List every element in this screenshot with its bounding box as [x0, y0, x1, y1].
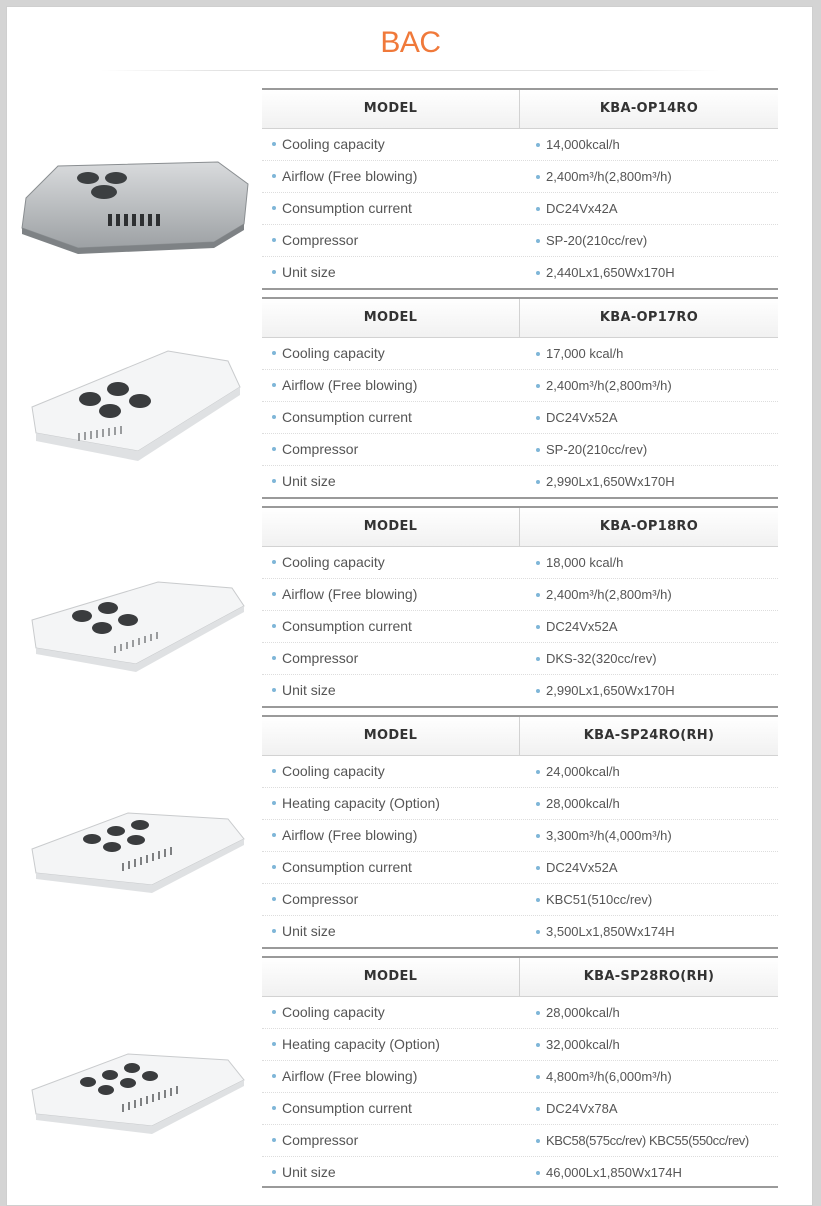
spec-label: Unit size: [282, 923, 336, 939]
spec-value: 3,300m³/h(4,000m³/h): [546, 828, 672, 843]
spec-label: Cooling capacity: [282, 345, 385, 361]
bullet-icon: [536, 625, 540, 629]
spec-row: [262, 643, 778, 675]
spec-value: 2,990Lx1,650Wx170H: [546, 474, 675, 489]
bullet-icon: [536, 930, 540, 934]
spec-label: Airflow (Free blowing): [282, 586, 418, 602]
model-name: KBA-SP24RO(RH): [583, 728, 715, 743]
bullet-icon: [536, 352, 540, 356]
spec-value: DKS-32(320cc/rev): [546, 651, 657, 666]
spec-label: Heating capacity (Option): [282, 1036, 440, 1052]
air-conditioner-unit-image: [18, 158, 254, 254]
air-conditioner-unit-image: [18, 805, 254, 895]
bullet-icon: [536, 480, 540, 484]
spec-row: [262, 611, 778, 643]
spec-label: Airflow (Free blowing): [282, 827, 418, 843]
spec-row: [262, 675, 778, 706]
spec-label: Compressor: [282, 891, 359, 907]
spec-row: [262, 257, 778, 288]
bullet-icon: [536, 770, 540, 774]
spec-label: Compressor: [282, 650, 359, 666]
spec-row: [262, 852, 778, 884]
spec-row: [262, 547, 778, 579]
spec-label: Compressor: [282, 1132, 359, 1148]
spec-row: [262, 1029, 778, 1061]
bullet-icon: [272, 174, 276, 178]
spec-value: 4,800m³/h(6,000m³/h): [546, 1069, 672, 1084]
spec-row: [262, 820, 778, 852]
bullet-icon: [272, 415, 276, 419]
bullet-icon: [272, 383, 276, 387]
spec-row: [262, 193, 778, 225]
spec-label: Unit size: [282, 682, 336, 698]
spec-label: Compressor: [282, 441, 359, 457]
spec-label: Consumption current: [282, 618, 412, 634]
spec-row: [262, 788, 778, 820]
spec-row: [262, 434, 778, 466]
bullet-icon: [536, 175, 540, 179]
spec-value: 2,990Lx1,650Wx170H: [546, 683, 675, 698]
bullet-icon: [272, 351, 276, 355]
model-name: KBA-SP28RO(RH): [583, 969, 715, 984]
air-conditioner-unit-image: [18, 1046, 254, 1136]
model-header-label: MODEL: [262, 717, 520, 755]
bullet-icon: [536, 593, 540, 597]
bullet-icon: [536, 271, 540, 275]
bullet-icon: [272, 865, 276, 869]
spec-table-header: [262, 299, 778, 338]
spec-label: Heating capacity (Option): [282, 795, 440, 811]
bullet-icon: [272, 479, 276, 483]
bullet-icon: [272, 206, 276, 210]
spec-value: 46,000Lx1,850Wx174H: [546, 1165, 682, 1180]
bullet-icon: [536, 657, 540, 661]
spec-value: 24,000kcal/h: [546, 764, 620, 779]
spec-table: [262, 88, 778, 290]
bullet-icon: [536, 1011, 540, 1015]
spec-value: KBC58(575cc/rev) KBC55(550cc/rev): [546, 1133, 749, 1148]
page-title: BAC: [380, 26, 441, 59]
bullet-icon: [272, 592, 276, 596]
bullet-icon: [272, 270, 276, 274]
bullet-icon: [536, 143, 540, 147]
bullet-icon: [536, 898, 540, 902]
spec-label: Unit size: [282, 264, 336, 280]
title-divider: [100, 70, 720, 71]
bullet-icon: [536, 1171, 540, 1175]
spec-table: [262, 506, 778, 708]
spec-value: 2,400m³/h(2,800m³/h): [546, 378, 672, 393]
spec-row: [262, 338, 778, 370]
bullet-icon: [272, 447, 276, 451]
spec-table-header: [262, 508, 778, 547]
model-header-label: MODEL: [262, 958, 520, 996]
spec-label: Unit size: [282, 473, 336, 489]
spec-row: [262, 466, 778, 497]
air-conditioner-unit-image: [18, 578, 254, 674]
spec-value: 14,000kcal/h: [546, 137, 620, 152]
model-header-label: MODEL: [262, 508, 520, 546]
spec-label: Consumption current: [282, 200, 412, 216]
bullet-icon: [536, 561, 540, 565]
spec-value: DC24Vx52A: [546, 860, 618, 875]
bullet-icon: [272, 142, 276, 146]
bullet-icon: [272, 1170, 276, 1174]
spec-row: [262, 579, 778, 611]
spec-row: [262, 1157, 778, 1188]
spec-value: DC24Vx42A: [546, 201, 618, 216]
spec-table: [262, 297, 778, 499]
bullet-icon: [272, 929, 276, 933]
spec-value: SP-20(210cc/rev): [546, 233, 648, 248]
spec-value: KBC51(510cc/rev): [546, 892, 653, 907]
spec-value: 17,000 kcal/h: [546, 346, 624, 361]
spec-row: [262, 756, 778, 788]
spec-label: Consumption current: [282, 859, 412, 875]
model-header-label: MODEL: [262, 90, 520, 128]
bullet-icon: [272, 238, 276, 242]
bullet-icon: [536, 866, 540, 870]
spec-table: [262, 715, 778, 949]
spec-row: [262, 1093, 778, 1125]
spec-row: [262, 916, 778, 947]
spec-value: DC24Vx52A: [546, 619, 618, 634]
spec-value: DC24Vx52A: [546, 410, 618, 425]
spec-row: [262, 161, 778, 193]
model-header-label: MODEL: [262, 299, 520, 337]
spec-label: Cooling capacity: [282, 1004, 385, 1020]
spec-label: Consumption current: [282, 1100, 412, 1116]
bullet-icon: [536, 384, 540, 388]
spec-row: [262, 129, 778, 161]
bullet-icon: [272, 624, 276, 628]
spec-value: 3,500Lx1,850Wx174H: [546, 924, 675, 939]
bullet-icon: [272, 1074, 276, 1078]
bullet-icon: [272, 656, 276, 660]
spec-value: 28,000kcal/h: [546, 1005, 620, 1020]
bullet-icon: [536, 416, 540, 420]
spec-row: [262, 402, 778, 434]
bullet-icon: [536, 1043, 540, 1047]
spec-value: 2,400m³/h(2,800m³/h): [546, 587, 672, 602]
spec-row: [262, 997, 778, 1029]
model-name: KBA-OP18RO: [599, 519, 699, 534]
model-name: KBA-OP14RO: [599, 101, 699, 116]
bullet-icon: [536, 239, 540, 243]
bullet-icon: [536, 689, 540, 693]
spec-label: Cooling capacity: [282, 763, 385, 779]
spec-row: [262, 1125, 778, 1157]
bullet-icon: [272, 688, 276, 692]
spec-table-header: [262, 717, 778, 756]
bullet-icon: [272, 1042, 276, 1046]
bullet-icon: [272, 801, 276, 805]
air-conditioner-unit-image: [18, 347, 254, 467]
spec-value: 2,400m³/h(2,800m³/h): [546, 169, 672, 184]
spec-label: Airflow (Free blowing): [282, 1068, 418, 1084]
spec-label: Airflow (Free blowing): [282, 168, 418, 184]
bullet-icon: [536, 448, 540, 452]
table-bottom-rule: [262, 1186, 778, 1188]
spec-value: 32,000kcal/h: [546, 1037, 620, 1052]
bullet-icon: [272, 769, 276, 773]
spec-table: [262, 956, 778, 1188]
spec-label: Cooling capacity: [282, 554, 385, 570]
bullet-icon: [536, 1107, 540, 1111]
bullet-icon: [536, 802, 540, 806]
spec-value: SP-20(210cc/rev): [546, 442, 648, 457]
bullet-icon: [272, 1138, 276, 1142]
spec-table-header: [262, 90, 778, 129]
spec-row: [262, 1061, 778, 1093]
spec-row: [262, 370, 778, 402]
bullet-icon: [536, 834, 540, 838]
bullet-icon: [272, 897, 276, 901]
spec-value: 28,000kcal/h: [546, 796, 620, 811]
spec-row: [262, 884, 778, 916]
spec-table-header: [262, 958, 778, 997]
bullet-icon: [536, 1139, 540, 1143]
bullet-icon: [536, 1075, 540, 1079]
bullet-icon: [272, 833, 276, 837]
bullet-icon: [536, 207, 540, 211]
spec-label: Consumption current: [282, 409, 412, 425]
spec-value: 2,440Lx1,650Wx170H: [546, 265, 675, 280]
spec-label: Cooling capacity: [282, 136, 385, 152]
spec-label: Airflow (Free blowing): [282, 377, 418, 393]
spec-label: Compressor: [282, 232, 359, 248]
model-name: KBA-OP17RO: [599, 310, 699, 325]
spec-value: 18,000 kcal/h: [546, 555, 624, 570]
spec-value: DC24Vx78A: [546, 1101, 618, 1116]
bullet-icon: [272, 560, 276, 564]
spec-label: Unit size: [282, 1164, 336, 1180]
spec-row: [262, 225, 778, 257]
bullet-icon: [272, 1010, 276, 1014]
bullet-icon: [272, 1106, 276, 1110]
